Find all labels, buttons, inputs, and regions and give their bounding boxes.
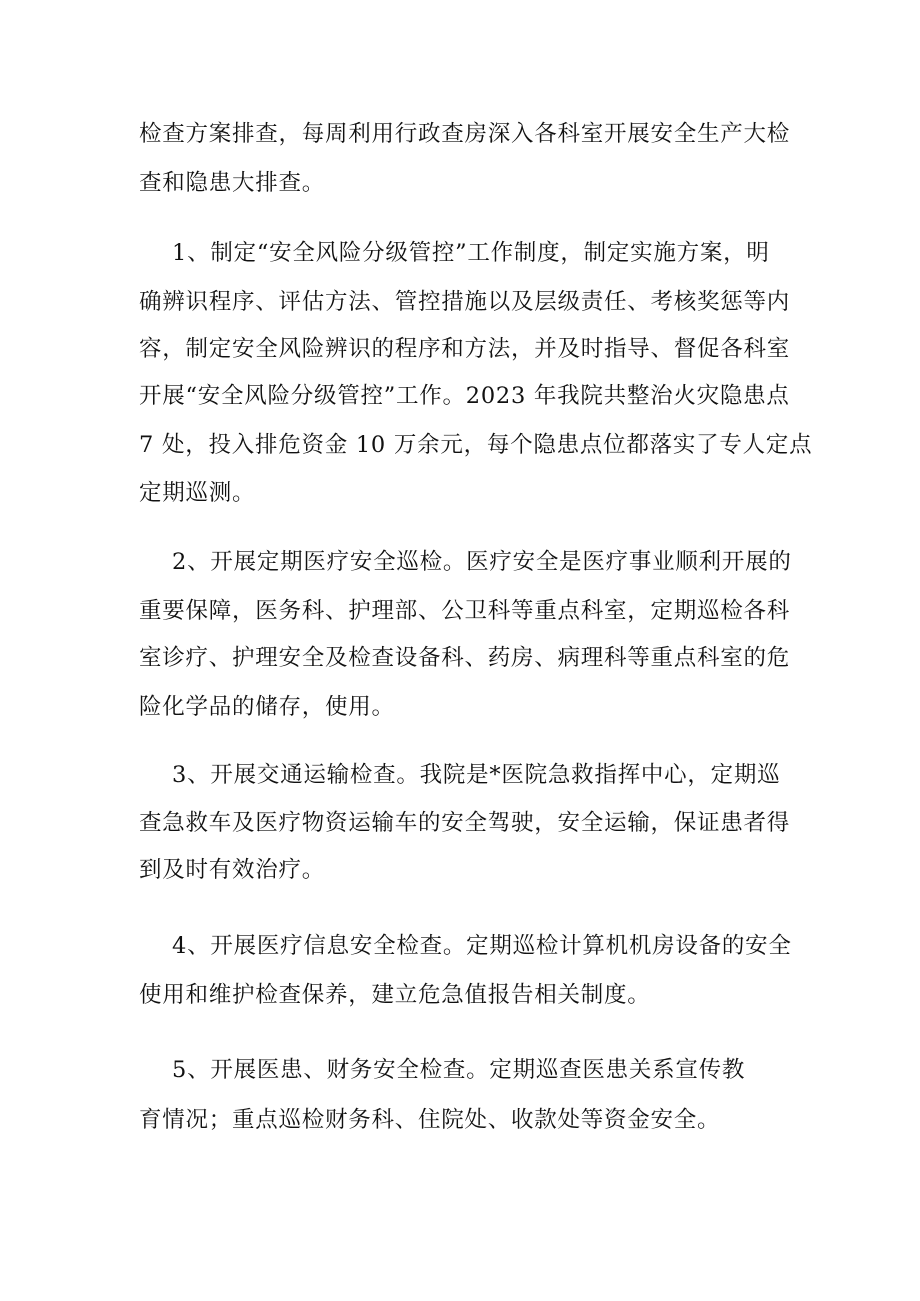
item4-line-2: 使用和维护检查保养，建立危急值报告相关制度。: [139, 982, 651, 1008]
item1-line-1: 1、制定“安全风险分级管控”工作制度，制定实施方案，明: [172, 240, 770, 266]
intro-line-1: 检查方案排查，每周利用行政查房深入各科室开展安全生产大检: [139, 121, 791, 147]
item3-line-1: 3、开展交通运输检查。我院是*医院急救指挥中心，定期巡: [172, 762, 781, 788]
intro-line-2: 查和隐患大排查。: [139, 170, 326, 196]
item2-line-4: 险化学品的储存，使用。: [139, 694, 395, 720]
item1-line-3: 容，制定安全风险辨识的程序和方法，并及时指导、督促各科室: [139, 336, 791, 362]
item2-line-3: 室诊疗、护理安全及检查设备科、药房、病理科等重点科室的危: [139, 645, 791, 671]
item1-line-4: 开展“安全风险分级管控”工作。2023 年我院共整治火灾隐患点: [139, 383, 790, 409]
item2-line-1: 2、开展定期医疗安全巡检。医疗安全是医疗事业顺利开展的: [172, 549, 792, 575]
item1-line-6: 定期巡测。: [139, 480, 256, 506]
item3-line-3: 到及时有效治疗。: [139, 857, 326, 883]
item2-line-2: 重要保障，医务科、护理部、公卫科等重点科室，定期巡检各科: [139, 598, 791, 624]
item3-line-2: 查急救车及医疗物资运输车的安全驾驶，安全运输，保证患者得: [139, 810, 791, 836]
item5-line-1: 5、开展医患、财务安全检查。定期巡查医患关系宣传教: [172, 1057, 746, 1083]
item1-line-2: 确辨识程序、评估方法、管控措施以及层级责任、考核奖惩等内: [139, 289, 791, 315]
item1-line-5: 7 处，投入排危资金 10 万余元，每个隐患点位都落实了专人定点: [139, 432, 813, 458]
item5-line-2: 育情况；重点巡检财务科、住院处、收款处等资金安全。: [139, 1107, 721, 1133]
item4-line-1: 4、开展医疗信息安全检查。定期巡检计算机机房设备的安全: [172, 933, 792, 959]
